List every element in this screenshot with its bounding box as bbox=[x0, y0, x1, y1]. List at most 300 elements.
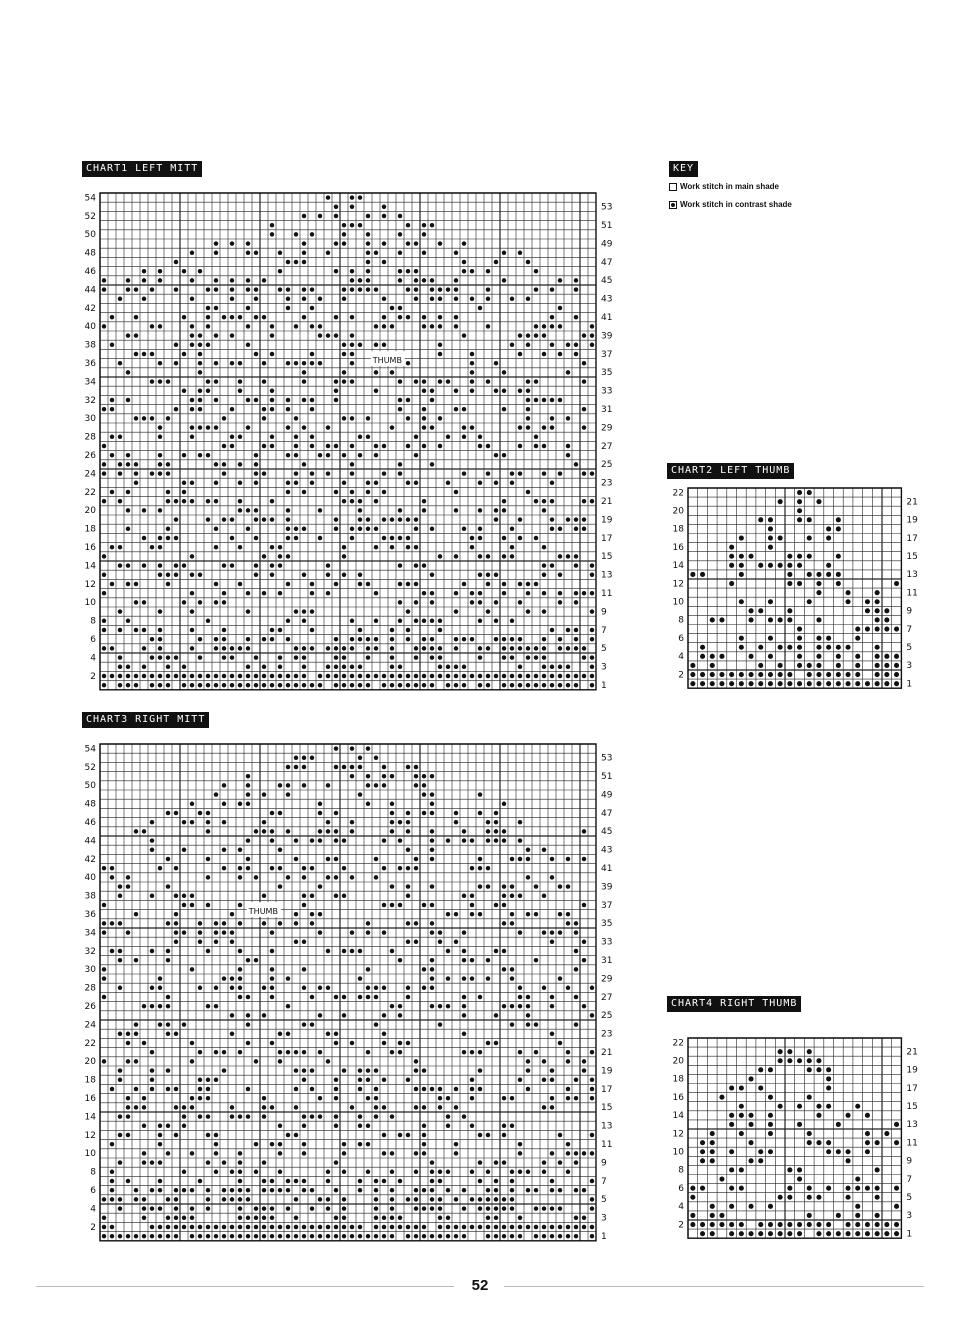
contrast-stitch bbox=[590, 1133, 594, 1137]
contrast-stitch bbox=[158, 1160, 162, 1164]
contrast-stitch bbox=[542, 573, 546, 577]
contrast-stitch bbox=[342, 1216, 346, 1220]
contrast-stitch bbox=[526, 389, 530, 393]
contrast-stitch bbox=[414, 655, 418, 659]
contrast-stitch bbox=[462, 425, 466, 429]
contrast-stitch bbox=[174, 674, 178, 678]
contrast-stitch bbox=[294, 527, 298, 531]
contrast-stitch bbox=[486, 1041, 490, 1045]
contrast-stitch bbox=[286, 829, 290, 833]
contrast-stitch bbox=[222, 591, 226, 595]
contrast-stitch bbox=[550, 563, 554, 567]
contrast-stitch bbox=[150, 287, 154, 291]
contrast-stitch bbox=[430, 398, 434, 402]
contrast-stitch bbox=[182, 269, 186, 273]
contrast-stitch bbox=[582, 1225, 586, 1229]
contrast-stitch bbox=[510, 1225, 514, 1229]
contrast-stitch bbox=[526, 1188, 530, 1192]
contrast-stitch bbox=[158, 471, 162, 475]
contrast-stitch bbox=[334, 1078, 338, 1082]
contrast-stitch bbox=[150, 1068, 154, 1072]
contrast-stitch bbox=[350, 195, 354, 199]
contrast-stitch bbox=[334, 655, 338, 659]
contrast-stitch bbox=[518, 995, 522, 999]
contrast-stitch bbox=[739, 672, 744, 677]
contrast-stitch bbox=[142, 829, 146, 833]
contrast-stitch bbox=[190, 1105, 194, 1109]
contrast-stitch bbox=[494, 811, 498, 815]
contrast-stitch bbox=[158, 508, 162, 512]
contrast-stitch bbox=[542, 398, 546, 402]
contrast-stitch bbox=[254, 352, 258, 356]
contrast-stitch bbox=[278, 1032, 282, 1036]
contrast-stitch bbox=[494, 1041, 498, 1045]
contrast-stitch bbox=[470, 389, 474, 393]
contrast-stitch bbox=[816, 1140, 821, 1145]
contrast-stitch bbox=[768, 599, 773, 604]
contrast-stitch bbox=[166, 857, 170, 861]
contrast-stitch bbox=[358, 1124, 362, 1128]
contrast-stitch bbox=[846, 645, 851, 650]
contrast-stitch bbox=[294, 609, 298, 613]
contrast-stitch bbox=[582, 591, 586, 595]
contrast-stitch bbox=[422, 986, 426, 990]
contrast-stitch bbox=[454, 646, 458, 650]
contrast-stitch bbox=[582, 1151, 586, 1155]
contrast-stitch bbox=[102, 1225, 106, 1229]
row-label-left: 4 bbox=[90, 1204, 96, 1215]
contrast-stitch bbox=[414, 563, 418, 567]
contrast-stitch bbox=[302, 783, 306, 787]
contrast-stitch bbox=[534, 536, 538, 540]
contrast-stitch bbox=[478, 1225, 482, 1229]
contrast-stitch bbox=[286, 637, 290, 641]
contrast-stitch bbox=[382, 774, 386, 778]
contrast-stitch bbox=[486, 976, 490, 980]
row-label-right: 45 bbox=[601, 827, 613, 838]
contrast-stitch bbox=[534, 435, 538, 439]
contrast-stitch bbox=[294, 1068, 298, 1072]
chart3-title: CHART3 RIGHT MITT bbox=[82, 712, 209, 728]
contrast-stitch bbox=[110, 921, 114, 925]
contrast-stitch bbox=[422, 324, 426, 328]
contrast-stitch bbox=[134, 1032, 138, 1036]
contrast-stitch bbox=[422, 811, 426, 815]
contrast-stitch bbox=[875, 1140, 880, 1145]
contrast-stitch bbox=[566, 1142, 570, 1146]
row-label-left: 26 bbox=[84, 1001, 96, 1012]
contrast-stitch bbox=[286, 683, 290, 687]
contrast-stitch bbox=[768, 1149, 773, 1154]
contrast-stitch bbox=[198, 986, 202, 990]
contrast-stitch bbox=[438, 1004, 442, 1008]
contrast-stitch bbox=[278, 591, 282, 595]
chart2-title: CHART2 LEFT THUMB bbox=[667, 463, 794, 479]
contrast-stitch bbox=[826, 1067, 831, 1072]
contrast-stitch bbox=[270, 1105, 274, 1109]
row-label-right: 9 bbox=[906, 1156, 913, 1167]
contrast-stitch bbox=[294, 1197, 298, 1201]
contrast-stitch bbox=[446, 665, 450, 669]
contrast-stitch bbox=[422, 683, 426, 687]
contrast-stitch bbox=[510, 1234, 514, 1238]
row-label-left: 46 bbox=[84, 266, 96, 277]
contrast-stitch bbox=[278, 683, 282, 687]
contrast-stitch bbox=[566, 665, 570, 669]
contrast-stitch bbox=[797, 1231, 802, 1236]
contrast-stitch bbox=[198, 930, 202, 934]
contrast-stitch bbox=[158, 655, 162, 659]
contrast-stitch bbox=[398, 278, 402, 282]
contrast-stitch bbox=[270, 637, 274, 641]
contrast-stitch bbox=[494, 517, 498, 521]
contrast-stitch bbox=[502, 1133, 506, 1137]
contrast-stitch bbox=[262, 444, 266, 448]
contrast-stitch bbox=[262, 361, 266, 365]
contrast-stitch bbox=[310, 481, 314, 485]
footer-rule-left bbox=[36, 1286, 454, 1287]
contrast-stitch bbox=[816, 572, 821, 577]
contrast-stitch bbox=[534, 1022, 538, 1026]
contrast-stitch bbox=[254, 251, 258, 255]
row-label-right: 7 bbox=[601, 625, 607, 636]
contrast-stitch bbox=[270, 949, 274, 953]
contrast-stitch bbox=[118, 435, 122, 439]
contrast-stitch bbox=[102, 866, 106, 870]
contrast-stitch bbox=[542, 563, 546, 567]
contrast-stitch bbox=[550, 1096, 554, 1100]
row-label-left: 42 bbox=[84, 303, 96, 314]
contrast-stitch bbox=[198, 343, 202, 347]
contrast-stitch bbox=[462, 1032, 466, 1036]
contrast-stitch bbox=[550, 416, 554, 420]
contrast-stitch bbox=[526, 398, 530, 402]
contrast-stitch bbox=[222, 1068, 226, 1072]
contrast-stitch bbox=[398, 407, 402, 411]
contrast-stitch bbox=[150, 471, 154, 475]
contrast-stitch bbox=[826, 1086, 831, 1091]
contrast-stitch bbox=[382, 241, 386, 245]
contrast-stitch bbox=[342, 223, 346, 227]
contrast-stitch bbox=[262, 829, 266, 833]
contrast-stitch bbox=[366, 746, 370, 750]
contrast-stitch bbox=[729, 581, 734, 586]
row-label-right: 33 bbox=[601, 386, 613, 397]
contrast-stitch bbox=[590, 573, 594, 577]
contrast-stitch bbox=[110, 453, 114, 457]
contrast-stitch bbox=[326, 1170, 330, 1174]
contrast-stitch bbox=[768, 1067, 773, 1072]
contrast-stitch bbox=[366, 517, 370, 521]
contrast-stitch bbox=[174, 361, 178, 365]
contrast-stitch bbox=[158, 379, 162, 383]
contrast-stitch bbox=[566, 857, 570, 861]
contrast-stitch bbox=[142, 416, 146, 420]
contrast-stitch bbox=[310, 471, 314, 475]
contrast-stitch bbox=[246, 324, 250, 328]
contrast-stitch bbox=[398, 665, 402, 669]
contrast-stitch bbox=[534, 1225, 538, 1229]
contrast-stitch bbox=[558, 471, 562, 475]
contrast-stitch bbox=[875, 1213, 880, 1218]
contrast-stitch bbox=[430, 1188, 434, 1192]
contrast-stitch bbox=[382, 1013, 386, 1017]
contrast-stitch bbox=[510, 619, 514, 623]
contrast-stitch bbox=[118, 1160, 122, 1164]
contrast-stitch bbox=[222, 1225, 226, 1229]
contrast-stitch bbox=[510, 343, 514, 347]
contrast-stitch bbox=[534, 324, 538, 328]
contrast-stitch bbox=[590, 499, 594, 503]
contrast-stitch bbox=[214, 361, 218, 365]
contrast-stitch bbox=[270, 683, 274, 687]
contrast-stitch bbox=[262, 517, 266, 521]
contrast-stitch bbox=[406, 683, 410, 687]
contrast-stitch bbox=[494, 508, 498, 512]
contrast-stitch bbox=[158, 435, 162, 439]
contrast-stitch bbox=[150, 379, 154, 383]
row-label-right: 17 bbox=[601, 1084, 613, 1095]
contrast-stitch bbox=[526, 1170, 530, 1174]
contrast-stitch bbox=[126, 1041, 130, 1045]
contrast-stitch bbox=[358, 1114, 362, 1118]
contrast-stitch bbox=[142, 278, 146, 282]
contrast-stitch bbox=[350, 930, 354, 934]
contrast-stitch bbox=[566, 921, 570, 925]
contrast-stitch bbox=[246, 1234, 250, 1238]
contrast-stitch bbox=[334, 398, 338, 402]
row-label-right: 25 bbox=[601, 460, 613, 471]
contrast-stitch bbox=[294, 1234, 298, 1238]
contrast-stitch bbox=[446, 287, 450, 291]
contrast-stitch bbox=[574, 683, 578, 687]
row-label-left: 14 bbox=[672, 561, 684, 572]
contrast-stitch bbox=[190, 1096, 194, 1100]
contrast-stitch bbox=[246, 1216, 250, 1220]
contrast-stitch bbox=[126, 1133, 130, 1137]
contrast-stitch bbox=[174, 517, 178, 521]
contrast-stitch bbox=[294, 1216, 298, 1220]
contrast-stitch bbox=[390, 820, 394, 824]
contrast-stitch bbox=[430, 527, 434, 531]
contrast-stitch bbox=[374, 324, 378, 328]
contrast-stitch bbox=[174, 1133, 178, 1137]
contrast-stitch bbox=[350, 820, 354, 824]
contrast-stitch bbox=[430, 278, 434, 282]
contrast-stitch bbox=[358, 195, 362, 199]
contrast-stitch bbox=[558, 665, 562, 669]
contrast-stitch bbox=[286, 453, 290, 457]
contrast-stitch bbox=[390, 884, 394, 888]
contrast-stitch bbox=[326, 1206, 330, 1210]
contrast-stitch bbox=[526, 683, 530, 687]
contrast-stitch bbox=[166, 674, 170, 678]
contrast-stitch bbox=[358, 1142, 362, 1146]
row-label-left: 18 bbox=[84, 1075, 96, 1086]
contrast-stitch bbox=[390, 646, 394, 650]
contrast-stitch bbox=[855, 1186, 860, 1191]
contrast-stitch bbox=[382, 324, 386, 328]
contrast-stitch bbox=[582, 471, 586, 475]
contrast-stitch bbox=[398, 582, 402, 586]
contrast-stitch bbox=[342, 232, 346, 236]
contrast-stitch bbox=[342, 765, 346, 769]
contrast-stitch bbox=[518, 582, 522, 586]
contrast-stitch bbox=[102, 674, 106, 678]
contrast-stitch bbox=[254, 508, 258, 512]
contrast-stitch bbox=[446, 1004, 450, 1008]
contrast-stitch bbox=[446, 976, 450, 980]
contrast-stitch bbox=[739, 1186, 744, 1191]
contrast-stitch bbox=[366, 774, 370, 778]
contrast-stitch bbox=[166, 1004, 170, 1008]
thumb-annotation: THUMB bbox=[248, 907, 278, 917]
contrast-stitch bbox=[198, 1087, 202, 1091]
contrast-stitch bbox=[222, 820, 226, 824]
contrast-stitch bbox=[254, 1206, 258, 1210]
contrast-stitch bbox=[150, 683, 154, 687]
contrast-stitch bbox=[826, 645, 831, 650]
contrast-stitch bbox=[190, 591, 194, 595]
contrast-stitch bbox=[102, 995, 106, 999]
contrast-stitch bbox=[374, 1022, 378, 1026]
contrast-stitch bbox=[374, 1225, 378, 1229]
contrast-stitch bbox=[246, 1022, 250, 1026]
contrast-stitch bbox=[700, 572, 705, 577]
row-label-left: 54 bbox=[84, 193, 96, 204]
contrast-stitch bbox=[366, 921, 370, 925]
row-label-right: 23 bbox=[601, 478, 613, 489]
contrast-stitch bbox=[390, 802, 394, 806]
contrast-stitch bbox=[230, 435, 234, 439]
contrast-stitch bbox=[582, 1059, 586, 1063]
contrast-stitch bbox=[470, 637, 474, 641]
contrast-stitch bbox=[262, 1013, 266, 1017]
contrast-stitch bbox=[110, 490, 114, 494]
contrast-stitch bbox=[406, 820, 410, 824]
contrast-stitch bbox=[318, 1225, 322, 1229]
contrast-stitch bbox=[574, 628, 578, 632]
row-label-right: 35 bbox=[601, 919, 613, 930]
contrast-stitch bbox=[406, 536, 410, 540]
contrast-stitch bbox=[366, 582, 370, 586]
row-label-left: 20 bbox=[672, 506, 684, 517]
contrast-stitch bbox=[310, 866, 314, 870]
contrast-stitch bbox=[334, 1234, 338, 1238]
contrast-stitch bbox=[502, 251, 506, 255]
contrast-stitch bbox=[582, 958, 586, 962]
contrast-stitch bbox=[158, 1124, 162, 1128]
contrast-stitch bbox=[278, 269, 282, 273]
contrast-stitch bbox=[438, 930, 442, 934]
contrast-stitch bbox=[478, 306, 482, 310]
contrast-stitch bbox=[816, 1058, 821, 1063]
contrast-stitch bbox=[836, 654, 841, 659]
contrast-stitch bbox=[758, 1158, 763, 1163]
contrast-stitch bbox=[382, 343, 386, 347]
contrast-stitch bbox=[302, 1142, 306, 1146]
contrast-stitch bbox=[198, 637, 202, 641]
contrast-stitch bbox=[254, 573, 258, 577]
contrast-stitch bbox=[262, 278, 266, 282]
contrast-stitch bbox=[294, 646, 298, 650]
contrast-stitch bbox=[190, 324, 194, 328]
contrast-stitch bbox=[690, 1186, 695, 1191]
contrast-stitch bbox=[294, 416, 298, 420]
contrast-stitch bbox=[166, 536, 170, 540]
contrast-stitch bbox=[478, 1087, 482, 1091]
contrast-stitch bbox=[582, 425, 586, 429]
row-label-left: 12 bbox=[84, 579, 96, 590]
contrast-stitch bbox=[358, 756, 362, 760]
contrast-stitch bbox=[470, 591, 474, 595]
contrast-stitch bbox=[198, 389, 202, 393]
contrast-stitch bbox=[102, 1216, 106, 1220]
contrast-stitch bbox=[294, 232, 298, 236]
contrast-stitch bbox=[739, 554, 744, 559]
contrast-stitch bbox=[214, 674, 218, 678]
contrast-stitch bbox=[302, 1188, 306, 1192]
contrast-stitch bbox=[390, 545, 394, 549]
contrast-stitch bbox=[198, 352, 202, 356]
contrast-stitch bbox=[302, 646, 306, 650]
contrast-stitch bbox=[462, 407, 466, 411]
contrast-stitch bbox=[166, 958, 170, 962]
contrast-stitch bbox=[884, 1231, 889, 1236]
contrast-stitch bbox=[374, 1206, 378, 1210]
contrast-stitch bbox=[246, 398, 250, 402]
contrast-stitch bbox=[406, 269, 410, 273]
contrast-stitch bbox=[134, 1188, 138, 1192]
contrast-stitch bbox=[690, 572, 695, 577]
contrast-stitch bbox=[238, 508, 242, 512]
contrast-stitch bbox=[390, 517, 394, 521]
contrast-stitch bbox=[158, 1179, 162, 1183]
contrast-stitch bbox=[126, 1114, 130, 1118]
contrast-stitch bbox=[710, 1231, 715, 1236]
contrast-stitch bbox=[502, 802, 506, 806]
contrast-stitch bbox=[118, 1133, 122, 1137]
contrast-stitch bbox=[430, 802, 434, 806]
row-label-right: 1 bbox=[601, 1231, 607, 1242]
contrast-stitch bbox=[246, 1041, 250, 1045]
contrast-stitch bbox=[486, 1197, 490, 1201]
contrast-stitch bbox=[366, 1124, 370, 1128]
contrast-stitch bbox=[150, 674, 154, 678]
contrast-stitch bbox=[542, 508, 546, 512]
contrast-stitch bbox=[278, 783, 282, 787]
contrast-stitch bbox=[214, 792, 218, 796]
contrast-stitch bbox=[366, 683, 370, 687]
contrast-stitch bbox=[382, 838, 386, 842]
contrast-stitch bbox=[246, 774, 250, 778]
contrast-stitch bbox=[286, 619, 290, 623]
contrast-stitch bbox=[326, 1059, 330, 1063]
contrast-stitch bbox=[158, 1206, 162, 1210]
contrast-stitch bbox=[206, 315, 210, 319]
contrast-stitch bbox=[222, 600, 226, 604]
contrast-stitch bbox=[836, 1231, 841, 1236]
contrast-stitch bbox=[230, 333, 234, 337]
contrast-stitch bbox=[206, 1078, 210, 1082]
row-label-right: 15 bbox=[601, 1103, 613, 1114]
contrast-stitch bbox=[526, 343, 530, 347]
row-label-right: 51 bbox=[601, 771, 613, 782]
contrast-stitch bbox=[262, 1188, 266, 1192]
contrast-stitch bbox=[286, 306, 290, 310]
contrast-stitch bbox=[374, 499, 378, 503]
contrast-stitch bbox=[206, 619, 210, 623]
